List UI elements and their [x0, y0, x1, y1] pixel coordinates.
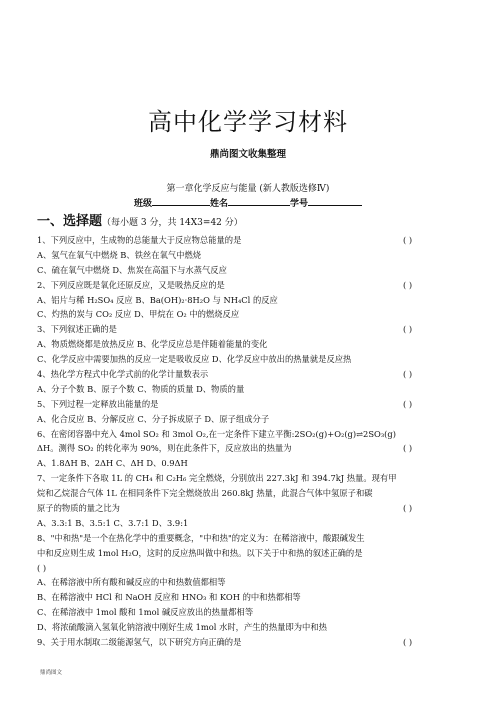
document-subtitle: 鼎尚图文收集整理 — [209, 149, 286, 160]
answer-parentheses: ( ) — [403, 398, 413, 409]
section-title: 一、选择题 — [37, 214, 103, 229]
question-line — [37, 590, 467, 605]
question-line-text: 7、一定条件下各取 1L 的 CH₄ 和 C₂H₆ 完全燃烧，分别放出 227.3kJ 和 394.7kJ 热量。现有甲 — [37, 473, 397, 484]
question-line — [37, 501, 467, 516]
question-line — [37, 516, 467, 531]
question-line-text: C、化学反应中需要加热的反应一定是吸收反应 D、化学反应中放出的热量就是反应热 — [37, 354, 352, 365]
question-line-text: A、物质燃烧都是放热反应 B、化学反应总是伴随着能量的变化 — [37, 339, 268, 350]
question-line-text: B、在稀溶液中 HCl 和 NaOH 反应和 HNO₃ 和 KOH 的中和热都相等 — [37, 592, 301, 603]
answer-parentheses: ( ) — [403, 369, 413, 380]
class-blank — [152, 196, 210, 206]
student-info-line — [0, 196, 496, 209]
name-blank — [228, 196, 290, 206]
document-title: 高中化学学习材料 — [148, 108, 348, 136]
question-line — [37, 337, 467, 352]
question-line — [37, 471, 467, 486]
question-line-text: 3、下列叙述正确的是 — [37, 324, 117, 335]
question-line-text: 8、"中和热"是一个在热化学中的重要概念，"中和热"的定义为：在稀溶液中，酸跟碱发生 — [37, 532, 365, 543]
question-line-text: D、将浓硫酸滴入氢氧化钠溶液中刚好生成 1mol 水时，产生的热量即为中和热 — [37, 622, 327, 633]
question-line — [37, 233, 467, 248]
question-line-text: A、在稀溶液中所有酸和碱反应的中和热数值都相等 — [37, 577, 226, 588]
question-line-text: 6、在密闭容器中充入 4mol SO₂ 和 3mol O₂,在一定条件下建立平衡:2SO₂(g)+O₂(g)⇌2SO₃(g) — [37, 428, 396, 439]
question-line-text: A、1.8ΔH B、2ΔH C、ΔH D、0.9ΔH — [37, 458, 188, 469]
question-line-text: A、化合反应 B、分解反应 C、分子拆成原子 D、原子组成分子 — [37, 413, 270, 424]
question-line-text: 5、下列过程一定释放出能量的是 — [37, 398, 159, 409]
question-line — [37, 605, 467, 620]
question-line — [37, 456, 467, 471]
question-line — [37, 575, 467, 590]
question-line-text: A、3.3:1 B、3.5:1 C、3.7:1 D、3.9:1 — [37, 517, 189, 528]
answer-parentheses: ( ) — [403, 235, 413, 245]
section-note: （每小题 3 分，共 14X3=42 分） — [102, 218, 243, 228]
question-line-text: ΔH。测得 SO₂ 的转化率为 90%，则在此条件下，反应放出的热量为 — [37, 443, 292, 454]
question-line-text: 2、下列反应既是氧化还原反应，又是吸热反应的是 — [37, 279, 225, 290]
question-line-text: A、氢气在氧气中燃烧 B、铁丝在氧气中燃烧 — [37, 249, 202, 260]
question-line-text: 烷和乙烷混合气体 1L 在相同条件下完全燃烧放出 260.8kJ 热量，此混合气体中氢原子和碳 — [37, 488, 373, 499]
question-line-text: 中和反应则生成 1mol H₂O，这时的反应热叫做中和热。以下关于中和热的叙述正确的是 — [37, 547, 363, 558]
question-line-text: C、在稀溶液中 1mol 酸和 1mol 碱反应放出的热量都相等 — [37, 607, 254, 618]
question-line — [37, 322, 467, 337]
question-line-text: 1、下列反应中，生成物的总能量大于反应物总能量的是 — [37, 235, 242, 245]
answer-parentheses: ( ) — [403, 503, 413, 514]
question-line — [37, 486, 467, 501]
question-line — [37, 278, 467, 293]
question-line — [37, 248, 467, 263]
question-list — [37, 233, 467, 650]
question-line — [37, 352, 467, 367]
question-line — [37, 546, 467, 561]
question-line — [37, 427, 467, 442]
question-line — [37, 412, 467, 427]
answer-parentheses: ( ) — [403, 443, 413, 454]
name-label: 姓名 — [209, 199, 228, 209]
question-line — [37, 263, 467, 278]
question-line — [37, 531, 467, 546]
id-label: 学号 — [290, 199, 309, 209]
answer-parentheses: ( ) — [403, 637, 413, 648]
question-line — [37, 635, 467, 650]
question-line — [37, 293, 467, 308]
question-line — [37, 397, 467, 412]
section-heading — [37, 210, 243, 229]
question-line-text: C、硫在氧气中燃烧 D、焦炭在高温下与水蒸气反应 — [37, 264, 227, 275]
question-line-text: 4、热化学方程式中化学式前的化学计量数表示 — [37, 369, 209, 380]
id-blank — [308, 196, 362, 206]
chapter-heading: 第一章化学反应与能量 (新人教版选修Ⅳ) — [166, 184, 330, 194]
question-line-text: 原子的物质的量之比为 — [37, 503, 120, 514]
answer-parentheses: ( ) — [403, 324, 413, 335]
question-line — [37, 441, 467, 456]
answer-parentheses: ( ) — [403, 279, 413, 290]
question-line — [37, 561, 467, 576]
class-label: 班级 — [133, 199, 152, 209]
question-line — [37, 382, 467, 397]
question-line-text: 9、关于用水制取二级能源氢气，以下研究方向正确的是 — [37, 637, 242, 648]
question-line — [37, 620, 467, 635]
question-line-text: A、分子个数 B、原子个数 C、物质的质量 D、物质的量 — [37, 383, 245, 394]
question-line — [37, 307, 467, 322]
page-footer: 鼎尚图文 — [40, 670, 63, 676]
question-line — [37, 367, 467, 382]
question-line-text: A、铝片与稀 H₂SO₄ 反应 B、Ba(OH)₂·8H₂O 与 NH₄Cl 的反应 — [37, 294, 278, 305]
question-line-text: C、灼热的炭与 CO₂ 反应 D、甲烷在 O₂ 中的燃烧反应 — [37, 309, 240, 320]
question-line-text: ( ) — [37, 562, 47, 573]
